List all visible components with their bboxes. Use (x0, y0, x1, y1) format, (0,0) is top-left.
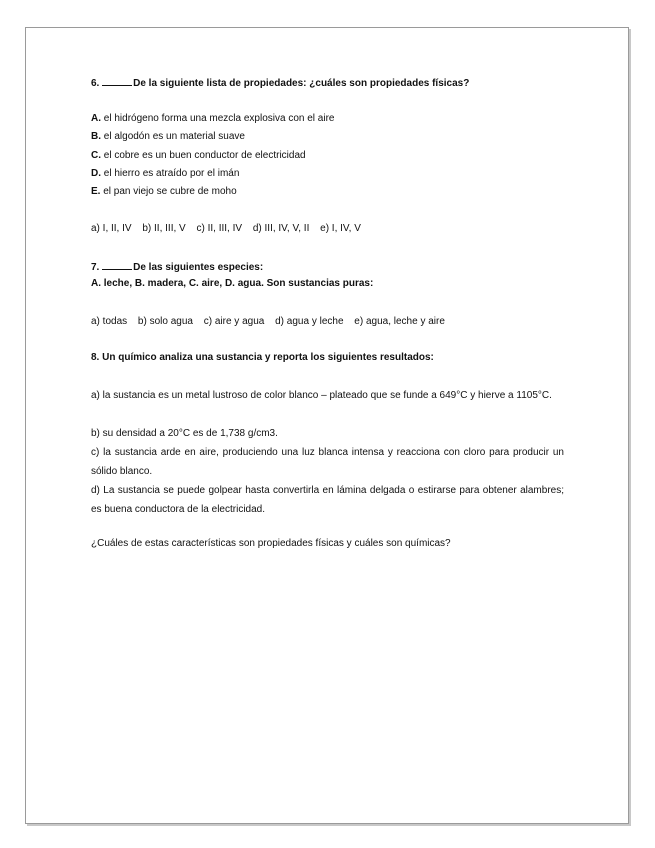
q7-answer-option: d) agua y leche (275, 316, 344, 327)
q6-item-text: el pan viejo se cubre de moho (103, 186, 237, 197)
q8-result-b: b) su densidad a 20°C es de 1,738 g/cm3. (91, 428, 278, 439)
q6-title (91, 76, 469, 89)
q7-answer-option: c) aire y agua (203, 316, 265, 327)
q6-item-c (91, 150, 306, 162)
q6-item-text: el hierro es atraído por el imán (103, 168, 240, 179)
q6-item-d (91, 168, 239, 180)
q6-item-letter: B. (91, 131, 101, 142)
q8-result-c: c) la sustancia arde en aire, produciendo una luz blanca intensa y reacciona con cloro para producir un sólido blanco. (91, 447, 564, 477)
q6-item-letter: C. (91, 150, 101, 161)
q6-item-letter: A. (91, 113, 101, 124)
q6-item-letter: D. (91, 168, 101, 179)
q6-item-text: el algodón es un material suave (103, 131, 245, 142)
q6-number: 6. (91, 78, 100, 89)
q7-title (91, 260, 263, 273)
q6-item-a (91, 113, 334, 125)
q6-answer-blank (102, 76, 132, 86)
q6-answer-option: c) II, III, IV (196, 223, 243, 234)
q6-answer-option: e) I, IV, V (320, 223, 361, 234)
q7-number: 7. (91, 262, 100, 273)
q7-answer-blank (102, 260, 132, 270)
q6-answers (91, 223, 369, 234)
q6-item-text: el hidrógeno forma una mezcla explosiva con el aire (103, 113, 335, 124)
q7-answer-option: b) solo agua (137, 316, 193, 327)
q8-title: 8. Un químico analiza una sustancia y reporta los siguientes resultados: (91, 352, 434, 363)
q7-answers (91, 316, 453, 327)
q6-question: De la siguiente lista de propiedades: ¿cuáles son propiedades físicas? (133, 78, 470, 89)
q8-result-a: a) la sustancia es un metal lustroso de color blanco – plateado que se funde a 649°C y hierve a 1105°C. (91, 390, 552, 401)
q7-answer-option: a) todas (91, 316, 128, 327)
q6-answer-option: a) I, II, IV (91, 223, 132, 234)
q8-result-d: d) La sustancia se puede golpear hasta convertirla en lámina delgada o estirarse para obtener alambres; es buena conductora de la electricidad. (91, 485, 564, 515)
q6-item-b (91, 131, 245, 143)
q8-closing-question: ¿Cuáles de estas características son propiedades físicas y cuáles son químicas? (91, 538, 451, 549)
q6-item-e (91, 186, 237, 198)
q6-item-letter: E. (91, 186, 101, 197)
q7-question: De las siguientes especies: (133, 262, 264, 273)
q6-answer-option: b) II, III, V (142, 223, 186, 234)
q6-answer-option: d) III, IV, V, II (252, 223, 310, 234)
q7-answer-option: e) agua, leche y aire (354, 316, 445, 327)
q7-line2: A. leche, B. madera, C. aire, D. agua. Son sustancias puras: (91, 278, 374, 289)
q6-item-text: el cobre es un buen conductor de electricidad (103, 150, 306, 161)
